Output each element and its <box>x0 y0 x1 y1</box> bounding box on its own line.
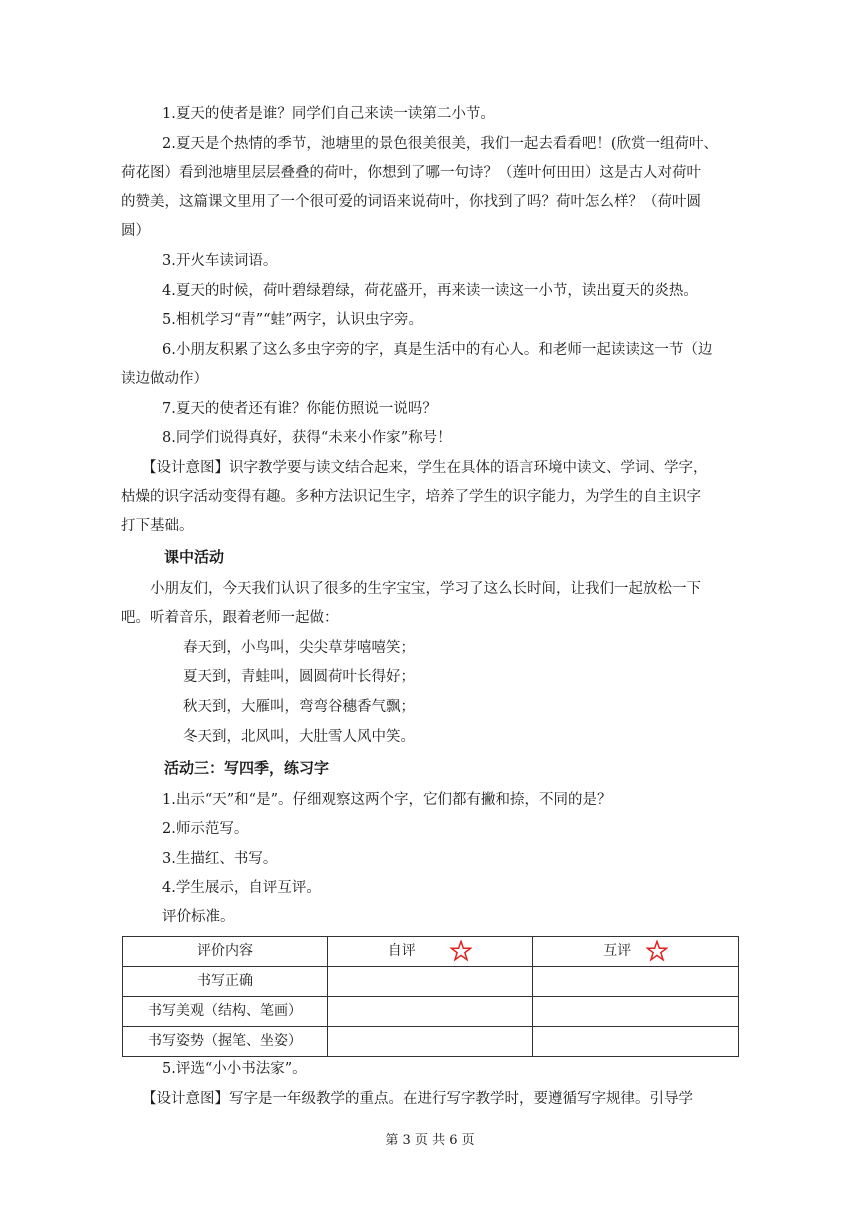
paragraph-line: 的赞美，这篇课文里用了一个很可爱的词语来说荷叶，你找到了吗？荷叶怎么样？（荷叶圆 <box>121 194 701 210</box>
page-footer <box>0 1129 860 1148</box>
table-cell: 书写姿势（握笔、坐姿） <box>123 1027 328 1057</box>
design-intent-line: 【设计意图】写字是一年级教学的重点。在进行写字教学时，要遵循写字规律。引导学 <box>142 1091 693 1107</box>
table-cell: 书写美观（结构、笔画） <box>123 997 328 1027</box>
design-intent-line: 打下基础。 <box>121 518 194 534</box>
rhyme-line: 夏天到，青蛙叫，圆圆荷叶长得好； <box>183 669 415 685</box>
paragraph-line: 3.生描红、书写。 <box>162 851 278 867</box>
paragraph-line: 4.夏天的时候，荷叶碧绿碧绿，荷花盛开，再来读一读这一小节，读出夏天的炎热。 <box>162 283 698 299</box>
table-header-cell: 自评 <box>328 937 533 967</box>
footer-word: 共 <box>432 1133 446 1148</box>
paragraph-line: 吧。听着音乐，跟着老师一起做： <box>121 610 339 626</box>
section-heading: 课中活动 <box>164 548 225 566</box>
table-header-cell: 互评 <box>533 937 739 967</box>
paragraph-line: 3.开火车读词语。 <box>162 253 278 269</box>
evaluation-table <box>122 936 739 1057</box>
table-row <box>123 997 739 1027</box>
paragraph-line: 荷花图）看到池塘里层层叠叠的荷叶，你想到了哪一句诗？（莲叶何田田）这是古人对荷叶 <box>121 165 701 181</box>
paragraph-line: 8.同学们说得真好，获得“未来小作家”称号！ <box>162 430 452 446</box>
footer-word: 页 <box>414 1133 428 1148</box>
footer-prefix: 第 <box>385 1133 399 1148</box>
paragraph-line: 评价标准。 <box>162 909 235 925</box>
paragraph-line: 2.师示范写。 <box>162 821 249 837</box>
paragraph-line: 2.夏天是个热情的季节，池塘里的景色很美很美，我们一起去看看吧！(欣赏一组荷叶、 <box>162 136 718 152</box>
total-page-count: 6 <box>449 1133 458 1148</box>
rhyme-line: 春天到，小鸟叫，尖尖草芽嘻嘻笑； <box>183 640 415 656</box>
design-intent-line: 【设计意图】识字教学要与读文结合起来，学生在具体的语言环境中读文、学词、学字， <box>142 460 708 476</box>
rhyme-line: 秋天到，大雁叫，弯弯谷穗香气飘； <box>183 699 415 715</box>
paragraph-line: 5.评选“小小书法家”。 <box>162 1061 307 1077</box>
design-intent-line: 枯燥的识字活动变得有趣。多种方法识记生字，培养了学生的识字能力，为学生的自主识字 <box>121 489 701 505</box>
paragraph-line: 1.出示“天”和“是”。仔细观察这两个字，它们都有撇和捺，不同的是？ <box>162 792 612 808</box>
table-header-row <box>123 937 739 967</box>
paragraph-line: 5.相机学习“青”“蛙”两字，认识虫字旁。 <box>162 312 423 328</box>
table-row <box>123 967 739 997</box>
rhyme-line: 冬天到，北风叫，大肚雪人风中笑。 <box>183 729 415 745</box>
star-icon <box>646 940 668 962</box>
star-icon <box>450 940 472 962</box>
paragraph-line: 1.夏天的使者是谁？同学们自己来读一读第二小节。 <box>162 106 495 122</box>
table-header-cell: 评价内容 <box>123 937 328 967</box>
paragraph-line: 4.学生展示，自评互评。 <box>162 880 321 896</box>
table-cell <box>533 967 739 997</box>
table-cell <box>328 967 533 997</box>
table-row <box>123 1027 739 1057</box>
table-cell <box>533 1027 739 1057</box>
paragraph-line: 读边做动作） <box>121 371 208 387</box>
current-page-number: 3 <box>402 1133 411 1148</box>
section-heading: 活动三：写四季，练习字 <box>164 759 330 777</box>
paragraph-line: 7.夏天的使者还有谁？你能仿照说一说吗？ <box>162 401 437 417</box>
footer-word: 页 <box>461 1133 475 1148</box>
paragraph-line: 小朋友们，今天我们认识了很多的生字宝宝，学习了这么长时间，让我们一起放松一下 <box>150 581 701 597</box>
table-cell <box>328 997 533 1027</box>
table-cell <box>533 997 739 1027</box>
paragraph-line: 圆） <box>121 223 150 239</box>
paragraph-line: 6.小朋友积累了这么多虫字旁的字，真是生活中的有心人。和老师一起读读这一节（边 <box>162 342 713 358</box>
table-cell: 书写正确 <box>123 967 328 997</box>
table-cell <box>328 1027 533 1057</box>
